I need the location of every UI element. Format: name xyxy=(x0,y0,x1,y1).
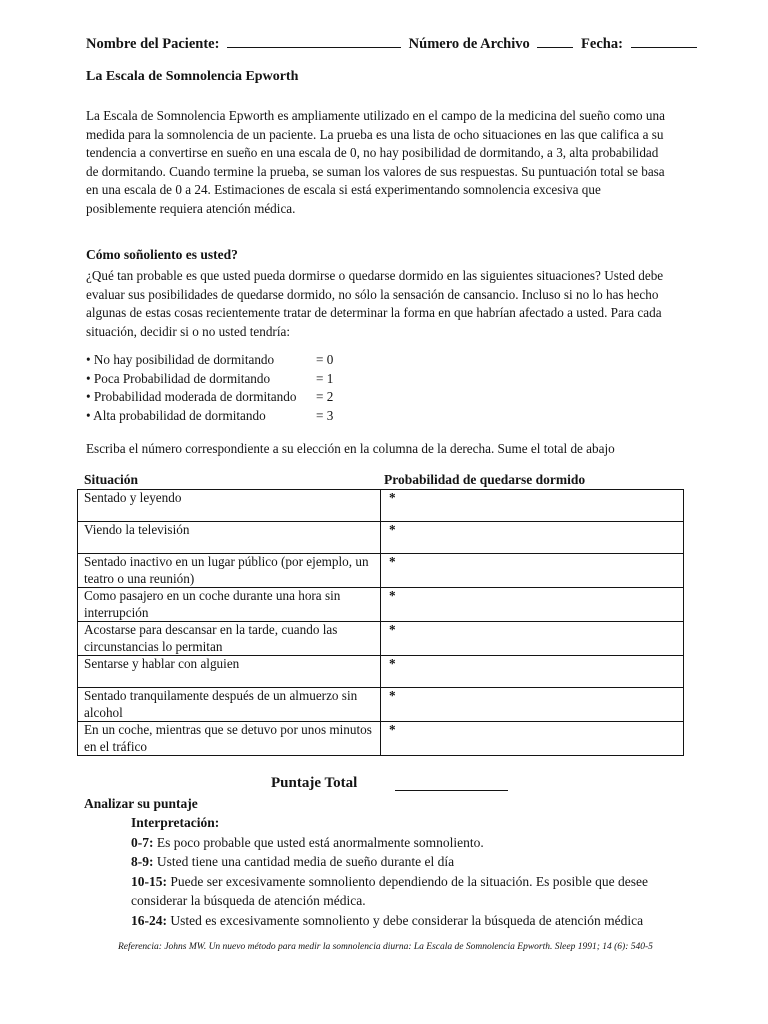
score-cell[interactable]: * xyxy=(381,722,684,756)
scale-item xyxy=(86,370,356,389)
situation-cell: En un coche, mientras que se detuvo por unos minutos en el tráfico xyxy=(78,722,381,756)
table-row xyxy=(78,688,684,722)
intro-line: tendencia a convertirse en sueño en una escala de 0, no hay posibilidad de dormitando, a 3, alta probabilidad xyxy=(86,145,659,160)
interpretation-block xyxy=(131,813,651,930)
score-cell[interactable]: * xyxy=(381,688,684,722)
range-label: 10-15: xyxy=(131,873,167,889)
interpretation-item xyxy=(131,833,651,853)
table-row xyxy=(78,722,684,756)
instructions: Escriba el número correspondiente a su elección en la columna de la derecha. Sume el total de abajo xyxy=(86,441,615,456)
situation-cell: Sentado inactivo en un lugar público (por ejemplo, un teatro o una reunión) xyxy=(78,554,381,588)
table-row xyxy=(78,522,684,554)
scale-item xyxy=(86,388,356,407)
intro-line: de dormitando. Cuando termine la prueba, se suman los valores de sus respuestas. Su puntuación total se basa xyxy=(86,163,665,179)
situation-cell: Sentarse y hablar con alguien xyxy=(78,656,381,688)
interpretation-heading: Interpretación: xyxy=(131,815,220,830)
total-score-field[interactable] xyxy=(395,790,508,791)
score-cell[interactable]: * xyxy=(381,588,684,622)
column-header-probability: Probabilidad de quedarse dormido xyxy=(384,472,586,487)
intro-line: La Escala de Somnolencia Epworth es ampliamente utilizado en el campo de la medicina del sueño como una xyxy=(86,108,665,123)
analysis-heading: Analizar su puntaje xyxy=(84,796,198,811)
intro-line: posiblemente requiera atención médica. xyxy=(86,200,296,216)
question-paragraph xyxy=(86,267,691,341)
score-cell[interactable]: * xyxy=(381,554,684,588)
range-label: 0-7: xyxy=(131,834,154,850)
situation-cell: Sentado tranquilamente después de un almuerzo sin alcohol xyxy=(78,688,381,722)
situation-cell: Viendo la televisión xyxy=(78,522,381,554)
header-fields xyxy=(86,33,701,53)
score-cell[interactable]: * xyxy=(381,656,684,688)
file-number-label: Número de Archivo xyxy=(408,36,530,52)
situations-table xyxy=(77,489,684,756)
range-text: Puede ser excesivamente somnoliento dependiendo de la situación. Es posible que desee considerar la búsqueda de atención médica. xyxy=(131,873,648,908)
question-line: algunas de estas cosas recientemente tratar de determinar la forma en que habrían afectado a usted. Para cada xyxy=(86,305,662,320)
scale-value: = 1 xyxy=(316,370,334,386)
score-cell[interactable]: * xyxy=(381,490,684,522)
situation-cell: Como pasajero en un coche durante una hora sin interrupción xyxy=(78,588,381,622)
scale-value: = 2 xyxy=(316,389,334,404)
score-cell[interactable]: * xyxy=(381,522,684,554)
table-row xyxy=(78,588,684,622)
question-line: ¿Qué tan probable es que usted pueda dormirse o quedarse dormido en las siguientes situaciones? Usted debe xyxy=(86,268,664,283)
intro-line: en una escala de 0 a 24. Estimaciones de escala si está experimentando somnolencia excesiva que xyxy=(86,182,601,197)
range-text: Usted es excesivamente somnoliento y debe considerar la búsqueda de atención médica xyxy=(167,912,644,928)
intro-paragraph xyxy=(86,107,691,218)
scale-label: • Alta probabilidad de dormitando xyxy=(86,407,266,423)
date-label: Fecha: xyxy=(581,36,623,52)
question-heading: Cómo soñoliento es usted? xyxy=(86,247,238,262)
scale-list xyxy=(86,351,356,425)
score-cell[interactable]: * xyxy=(381,622,684,656)
range-label: 8-9: xyxy=(131,854,154,869)
question-line: situación, decidir si o no usted tendría: xyxy=(86,323,290,339)
scale-item xyxy=(86,407,356,426)
scale-label: • Poca Probabilidad de dormitando xyxy=(86,370,271,386)
range-text: Usted tiene una cantidad media de sueño durante el día xyxy=(153,854,455,869)
reference-note: Referencia: Johns MW. Un nuevo método para medir la somnolencia diurna: La Escala de Somnolencia Epworth. Sleep 1991; 14 (6): 540-5 xyxy=(118,942,653,952)
total-score-label: Puntaje Total xyxy=(271,775,358,791)
table-row xyxy=(78,490,684,522)
table-row xyxy=(78,622,684,656)
intro-line: medida para la somnolencia de un paciente. La prueba es una lista de ocho situaciones en las que califica a su xyxy=(86,126,664,142)
document-title: La Escala de Somnolencia Epworth xyxy=(86,69,299,84)
question-line: evaluar sus posibilidades de quedarse dormido, no sólo la sensación de cansancio. Incluso si no lo has hecho xyxy=(86,286,659,302)
column-header-situation: Situación xyxy=(84,472,139,487)
date-field[interactable] xyxy=(631,33,697,48)
scale-value: = 3 xyxy=(316,407,334,423)
scale-label: • No hay posibilidad de dormitando xyxy=(86,352,275,367)
interpretation-item xyxy=(131,872,651,911)
range-label: 16-24: xyxy=(131,912,167,928)
scale-label: • Probabilidad moderada de dormitando xyxy=(86,389,297,404)
situation-cell: Sentado y leyendo xyxy=(78,490,381,522)
scale-item xyxy=(86,351,356,370)
scale-value: = 0 xyxy=(316,352,334,367)
table-row xyxy=(78,656,684,688)
file-number-field[interactable] xyxy=(537,33,573,48)
patient-name-label: Nombre del Paciente: xyxy=(86,36,220,52)
table-row xyxy=(78,554,684,588)
interpretation-item xyxy=(131,911,651,931)
interpretation-item xyxy=(131,852,651,872)
situation-cell: Acostarse para descansar en la tarde, cuando las circunstancias lo permitan xyxy=(78,622,381,656)
range-text: Es poco probable que usted está anormalmente somnoliento. xyxy=(153,834,484,850)
patient-name-field[interactable] xyxy=(227,33,401,48)
